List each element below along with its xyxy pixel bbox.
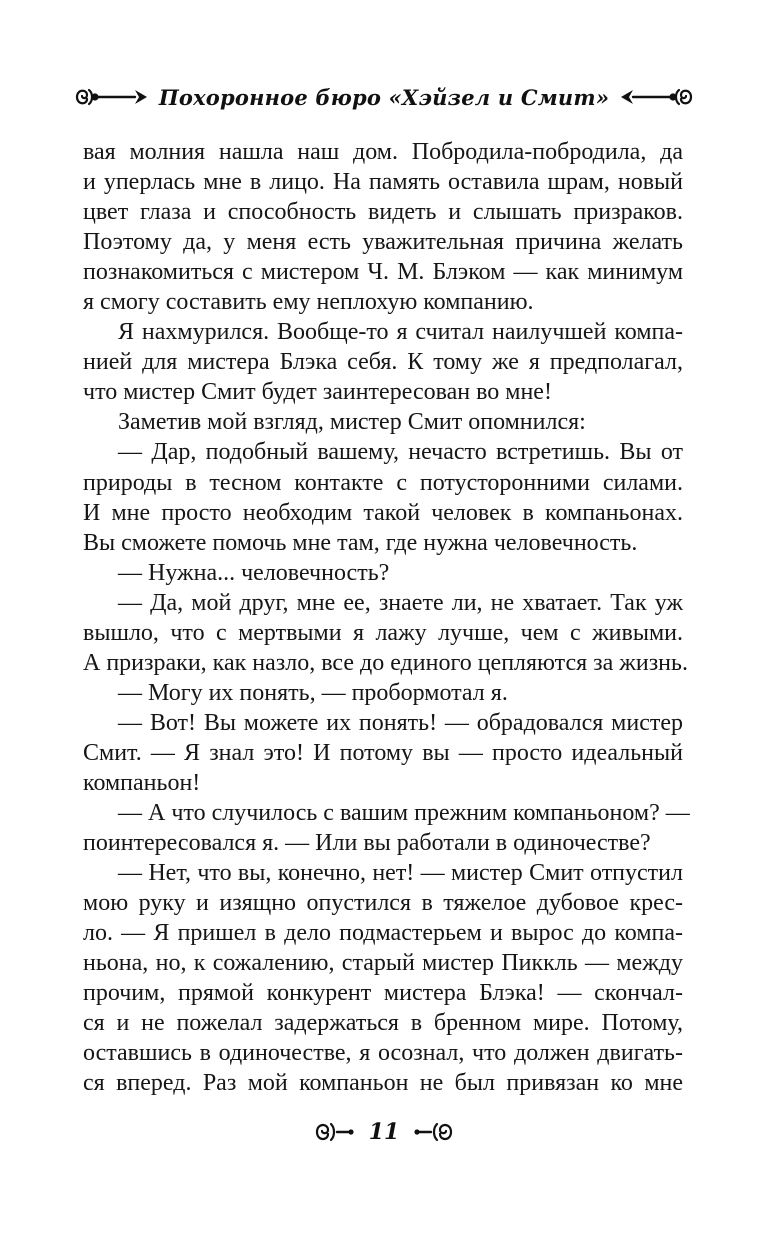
ornament-left-icon <box>73 84 153 110</box>
text-line: — Нет, что вы, конечно, нет! — мистер Смит отпустил <box>118 860 683 887</box>
text-line: компаньон! <box>83 769 201 796</box>
text-line: ло. — Я пришел в дело подмастерьем и вырос до компа- <box>83 920 683 947</box>
header-title: Похоронное бюро «Хэйзел и Смит» <box>158 84 610 110</box>
text-line: природы в тесном контакте с потусторонними силами. <box>83 469 683 496</box>
text-line: — Могу их понять, — пробормотал я. <box>118 679 508 706</box>
footer-ornament-left-icon <box>313 1118 355 1146</box>
page-number: 11 <box>368 1119 400 1145</box>
text-line: вышло, что с мертвыми я лажу лучше, чем с живыми. <box>83 619 683 646</box>
text-line: А призраки, как назло, все до единого цепляются за жизнь. <box>83 649 688 676</box>
text-line: Вы сможете помочь мне там, где нужна человечность. <box>83 529 638 556</box>
text-line: — А что случилось с вашим прежним компаньоном? — <box>118 800 690 827</box>
text-line: что мистер Смит будет заинтересован во мне! <box>83 379 552 406</box>
text-line: Смит. — Я знал это! И потому вы — просто идеальный <box>83 739 683 766</box>
text-line: прочим, прямой конкурент мистера Блэка! — скончал- <box>83 980 683 1007</box>
text-line: познакомиться с мистером Ч. М. Блэком — как минимум <box>83 259 683 286</box>
text-line: нией для мистера Блэка себя. К тому же я предполагал, <box>83 349 683 376</box>
text-line: — Нужна... человечность? <box>118 559 390 586</box>
text-line: цвет глаза и способность видеть и слышать призраков. <box>83 199 683 226</box>
text-line: и уперлась мне в лицо. На память оставила шрам, новый <box>83 169 683 196</box>
text-line: ся вперед. Раз мой компаньон не был привязан ко мне <box>83 1070 683 1097</box>
text-line: вая молния нашла наш дом. Побродила-побродила, да <box>83 139 683 165</box>
page-footer <box>0 1112 768 1152</box>
text-line: я смогу составить ему неплохую компанию. <box>83 289 534 316</box>
page-body <box>83 137 690 1099</box>
text-line: мою руку и изящно опустился в тяжелое дубовое крес- <box>83 890 683 917</box>
running-header <box>0 82 768 112</box>
text-line: И мне просто необходим такой человек в компаньонах. <box>83 499 683 526</box>
text-line: Поэтому да, у меня есть уважительная причина желать <box>83 229 683 256</box>
text-line: Я нахмурился. Вообще-то я считал наилучшей компа- <box>118 319 683 346</box>
text-line: Заметив мой взгляд, мистер Смит опомнился: <box>118 409 586 436</box>
text-line: — Да, мой друг, мне ее, знаете ли, не хватает. Так уж <box>118 589 683 616</box>
text-line: поинтересовался я. — Или вы работали в одиночестве? <box>83 830 651 857</box>
text-line: оставшись в одиночестве, я осознал, что должен двигать- <box>83 1040 683 1067</box>
text-line: ньона, но, к сожалению, старый мистер Пиккль — между <box>83 950 683 977</box>
text-line: — Вот! Вы можете их понять! — обрадовался мистер <box>118 709 683 736</box>
text-line: ся и не пожелал задержаться в бренном мире. Потому, <box>83 1010 683 1037</box>
footer-ornament-right-icon <box>413 1118 455 1146</box>
text-line: — Дар, подобный вашему, нечасто встретишь. Вы от <box>118 439 683 466</box>
ornament-right-icon <box>615 84 695 110</box>
